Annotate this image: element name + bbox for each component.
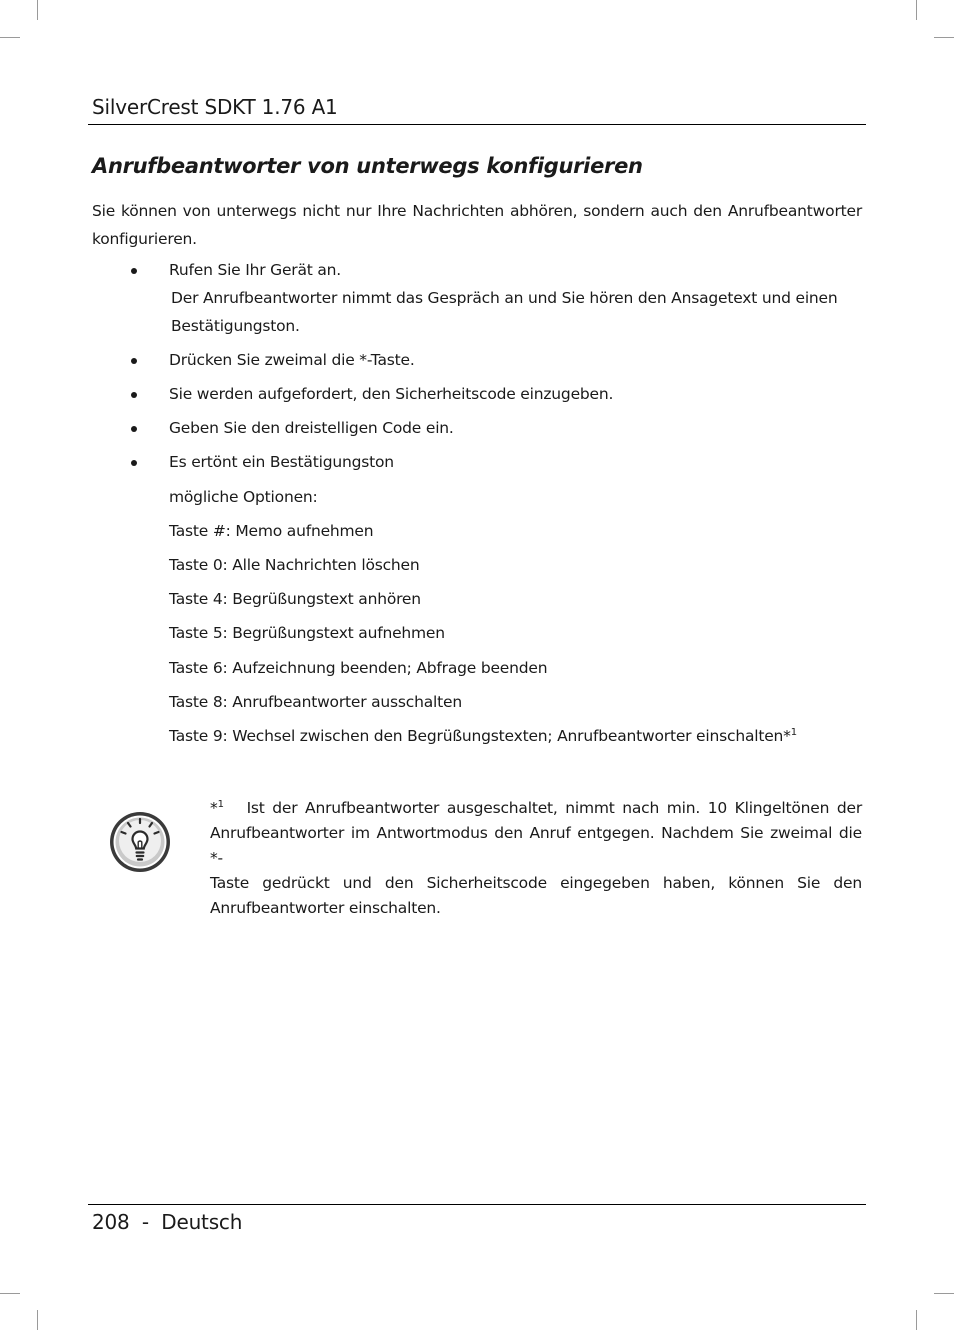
step-item: Es ertönt ein Bestätigungston [169, 453, 394, 471]
footnote-marker: * [210, 799, 218, 817]
bullet-icon [131, 460, 137, 466]
step-detail-line-2: Bestätigungston. [171, 317, 300, 335]
option-item: Taste 8: Anrufbeantworter ausschalten [169, 693, 462, 711]
option-item-last [169, 727, 797, 745]
bullet-icon [131, 358, 137, 364]
intro-paragraph-line-2: konfigurieren. [92, 230, 197, 248]
option-item: Taste 0: Alle Nachrichten löschen [169, 556, 420, 574]
step-item: Drücken Sie zweimal die *-Taste. [169, 351, 415, 369]
step-detail-line-1: Der Anrufbeantworter nimmt das Gespräch an und Sie hören den Ansagetext und einen [171, 289, 838, 307]
lightbulb-icon [108, 810, 172, 874]
header-divider [88, 124, 866, 125]
crop-mark [37, 1310, 38, 1330]
page-header-title: SilverCrest SDKT 1.76 A1 [92, 95, 338, 119]
crop-mark [934, 37, 954, 38]
page-footer [92, 1210, 242, 1234]
crop-mark [934, 1293, 954, 1294]
bullet-icon [131, 392, 137, 398]
tip-note-line-3: Taste gedrückt und den Sicherheitscode eingegeben haben, können Sie den [210, 874, 862, 892]
option-item: Taste 5: Begrüßungstext aufnehmen [169, 624, 445, 642]
step-item: Geben Sie den dreistelligen Code ein. [169, 419, 454, 437]
step-item: Sie werden aufgefordert, den Sicherheitscode einzugeben. [169, 385, 614, 403]
crop-mark [37, 0, 38, 20]
option-item: Taste #: Memo aufnehmen [169, 522, 374, 540]
crop-mark [916, 1310, 917, 1330]
tip-note-line-4: Anrufbeantworter einschalten. [210, 899, 441, 917]
intro-paragraph-line-1: Sie können von unterwegs nicht nur Ihre Nachrichten abhören, sondern auch den Anrufbeantworter [92, 202, 862, 220]
section-title: Anrufbeantworter von unterwegs konfigurieren [92, 154, 643, 178]
tip-note-text: Ist der Anrufbeantworter ausgeschaltet, nimmt nach min. 10 Klingeltönen der [246, 799, 863, 817]
tip-note [210, 792, 862, 921]
footer-language: Deutsch [161, 1210, 243, 1234]
option-item-text: Taste 9: Wechsel zwischen den Begrüßungstexten; Anrufbeantworter einschalten* [169, 727, 791, 745]
tip-note-line-1 [210, 792, 862, 821]
option-item: Taste 6: Aufzeichnung beenden; Abfrage beenden [169, 659, 548, 677]
footnote-marker-sup: 1 [217, 799, 224, 810]
footer-divider [88, 1204, 866, 1205]
step-item: Rufen Sie Ihr Gerät an. [169, 261, 342, 279]
bullet-icon [131, 268, 137, 274]
footer-separator: - [141, 1210, 149, 1234]
crop-mark [0, 1293, 20, 1294]
bullet-icon [131, 426, 137, 432]
crop-mark [0, 37, 20, 38]
crop-mark [916, 0, 917, 20]
tip-note-line-2: Anrufbeantworter im Antwortmodus den Anruf entgegen. Nachdem Sie zweimal die *- [210, 824, 862, 867]
footnote-ref: 1 [790, 727, 797, 738]
page-number: 208 [92, 1210, 130, 1234]
option-item: Taste 4: Begrüßungstext anhören [169, 590, 421, 608]
options-heading: mögliche Optionen: [169, 488, 318, 506]
